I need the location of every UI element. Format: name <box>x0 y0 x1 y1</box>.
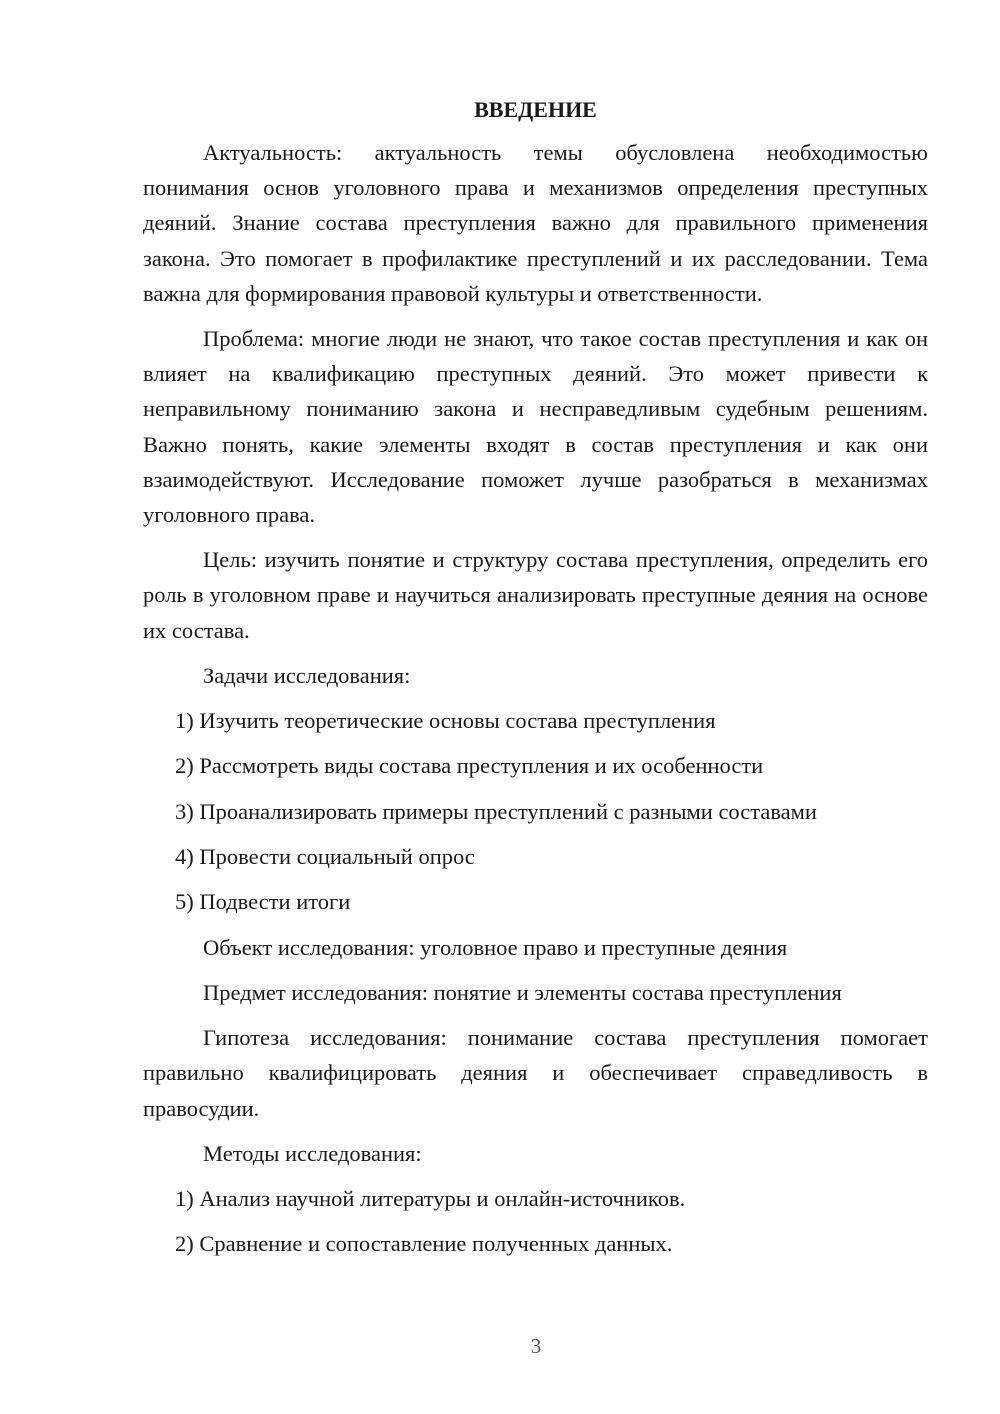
relevance-paragraph: Актуальность: актуальность темы обусловлена необходимостью понимания основ уголовного права и механизмов определения преступных деяний. Знание состава преступления важно для правильного применения закона. Это помогает в профилактике преступлений и их расследовании. Тема важна для формирования правовой культуры и ответственности. <box>143 140 928 306</box>
research-subject: Предмет исследования: понятие и элементы состава преступления <box>203 979 842 1005</box>
hypothesis-paragraph: Гипотеза исследования: понимание состава преступления помогает правильно квалифицировать деяния и обеспечивает справедливость в правосудии. <box>143 1025 928 1121</box>
task-item: 2) Рассмотреть виды состава преступления и их особенности <box>175 753 764 779</box>
task-item: 4) Провести социальный опрос <box>175 844 475 870</box>
method-item: 1) Анализ научной литературы и онлайн-источников. <box>175 1186 686 1212</box>
task-item: 5) Подвести итоги <box>175 889 351 915</box>
page-content <box>143 92 928 1272</box>
tasks-label: Задачи исследования: <box>203 662 411 688</box>
task-item: 1) Изучить теоретические основы состава преступления <box>175 708 716 734</box>
page-number: 3 <box>530 1334 542 1358</box>
methods-label: Методы исследования: <box>203 1140 422 1166</box>
page-heading: ВВЕДЕНИЕ <box>474 97 597 122</box>
research-object: Объект исследования: уголовное право и преступные деяния <box>203 934 788 960</box>
problem-paragraph: Проблема: многие люди не знают, что такое состав преступления и как он влияет на квалификацию преступных деяний. Это может привести к неправильному пониманию закона и несправедливым судебным решениям. Важно понять, какие элементы входят в состав преступления и как они взаимодействуют. Исследование поможет лучше разобраться в механизмах уголовного права. <box>143 326 928 528</box>
method-item: 2) Сравнение и сопоставление полученных данных. <box>175 1231 673 1257</box>
goal-paragraph: Цель: изучить понятие и структуру состава преступления, определить его роль в уголовном праве и научиться анализировать преступные деяния на основе их состава. <box>143 547 928 643</box>
task-item: 3) Проанализировать примеры преступлений с разными составами <box>175 798 817 824</box>
